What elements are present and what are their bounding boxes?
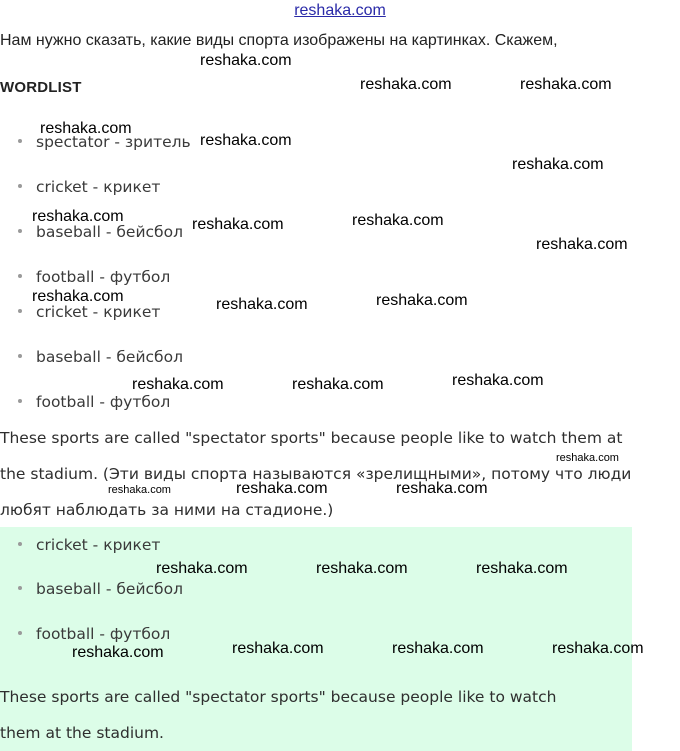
watermark: reshaka.com [352, 212, 444, 229]
watermark: reshaka.com [232, 640, 324, 657]
bullet-icon [18, 542, 22, 546]
wordlist-heading: WORDLIST [0, 79, 82, 96]
list-item-label: football - футбол [36, 268, 171, 286]
list-item [18, 268, 170, 286]
list-item-label: cricket - крикет [36, 536, 161, 554]
watermark: reshaka.com [200, 52, 292, 69]
watermark: reshaka.com [200, 132, 292, 149]
list-item [18, 536, 160, 554]
highlight-paragraph-line: them at the stadium. [0, 724, 164, 742]
bullet-icon [18, 274, 22, 278]
watermark: reshaka.com [396, 480, 488, 497]
list-item-label: football - футбол [36, 625, 171, 643]
watermark: reshaka.com [392, 640, 484, 657]
list-item-label: spectator - зритель [36, 133, 191, 151]
bullet-icon [18, 631, 22, 635]
list-item [18, 625, 170, 643]
list-item-label: football - футбол [36, 393, 171, 411]
bullet-icon [18, 399, 22, 403]
watermark: reshaka.com [476, 560, 568, 577]
watermark: reshaka.com [40, 120, 132, 137]
bullet-icon [18, 586, 22, 590]
watermark: reshaka.com [216, 296, 308, 313]
bullet-icon [18, 309, 22, 313]
watermark: reshaka.com [536, 236, 628, 253]
watermark: reshaka.com [108, 484, 171, 496]
list-item-label: baseball - бейсбол [36, 223, 183, 241]
list-item-label: baseball - бейсбол [36, 580, 183, 598]
watermark: reshaka.com [32, 208, 124, 225]
watermark: reshaka.com [72, 644, 164, 661]
intro-text: Нам нужно сказать, какие виды спорта изображены на картинках. Скажем, [0, 32, 558, 49]
watermark: reshaka.com [452, 372, 544, 389]
bullet-icon [18, 184, 22, 188]
watermark: reshaka.com [520, 76, 612, 93]
paragraph-line: the stadium. (Эти виды спорта называются «зрелищными», потому что люди [0, 465, 632, 483]
list-item [18, 348, 183, 366]
list-item [18, 580, 183, 598]
watermark: reshaka.com [132, 376, 224, 393]
watermark: reshaka.com [376, 292, 468, 309]
list-item [18, 393, 170, 411]
watermark: reshaka.com [156, 560, 248, 577]
bullet-icon [18, 354, 22, 358]
watermark: reshaka.com [360, 76, 452, 93]
list-item-label: cricket - крикет [36, 178, 161, 196]
list-item [18, 178, 160, 196]
site-header-link[interactable]: reshaka.com [294, 2, 386, 19]
bullet-icon [18, 139, 22, 143]
watermark: reshaka.com [316, 560, 408, 577]
list-item-label: baseball - бейсбол [36, 348, 183, 366]
highlight-paragraph-line: These sports are called "spectator sports" because people like to watch [0, 688, 557, 706]
watermark: reshaka.com [236, 480, 328, 497]
watermark: reshaka.com [556, 452, 619, 464]
paragraph-line: любят наблюдать за ними на стадионе.) [0, 501, 334, 519]
watermark: reshaka.com [32, 288, 124, 305]
watermark: reshaka.com [292, 376, 384, 393]
paragraph-line: These sports are called "spectator sports" because people like to watch them at [0, 429, 623, 447]
watermark: reshaka.com [552, 640, 644, 657]
list-item-label: cricket - крикет [36, 303, 161, 321]
bullet-icon [18, 229, 22, 233]
watermark: reshaka.com [192, 216, 284, 233]
watermark: reshaka.com [512, 156, 604, 173]
